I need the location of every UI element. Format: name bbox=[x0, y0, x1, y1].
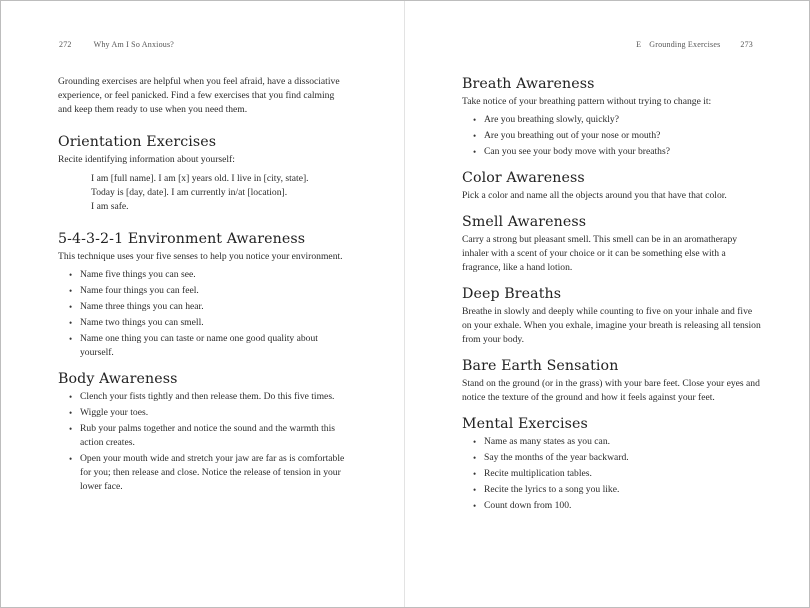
list-item: • Wiggle your toes. bbox=[58, 406, 348, 420]
list-item: • Say the months of the year backward. bbox=[462, 451, 762, 465]
section-color bbox=[462, 169, 762, 203]
left-page-content bbox=[58, 75, 348, 504]
heading-deep-breaths: Deep Breaths bbox=[462, 286, 562, 302]
left-page-number: 272 bbox=[59, 40, 72, 49]
heading-smell: Smell Awareness bbox=[462, 214, 587, 230]
list-item: • Name four things you can feel. bbox=[58, 284, 348, 298]
heading-environment: 5-4-3-2-1 Environment Awareness bbox=[58, 231, 306, 247]
breath-list bbox=[462, 113, 762, 159]
smell-text: Carry a strong but pleasant smell. This smell can be in an aromatherapy inhaler with a scent of your choice or it can be something else with a fragrance, like a hand lotion. bbox=[462, 234, 738, 273]
bare-earth-text: Stand on the ground (or in the grass) with your bare feet. Close your eyes and notice the texture of the ground and how it feels against your feet. bbox=[462, 378, 760, 403]
section-environment bbox=[58, 230, 348, 360]
section-bare-earth bbox=[462, 357, 762, 405]
section-breath bbox=[462, 75, 762, 159]
list-item: • Name two things you can smell. bbox=[58, 316, 348, 330]
color-text: Pick a color and name all the objects around you that have that color. bbox=[462, 190, 727, 201]
orientation-text: Recite identifying information about yourself: bbox=[58, 154, 235, 165]
right-page bbox=[405, 1, 809, 607]
right-running-head bbox=[636, 40, 753, 49]
right-page-number: 273 bbox=[740, 40, 753, 49]
intro-paragraph: Grounding exercises are helpful when you feel afraid, have a dissociative experience, or feel panicked. Find a few exercises that you find calming and keep them ready to use when you need them. bbox=[58, 76, 340, 115]
heading-mental: Mental Exercises bbox=[462, 416, 588, 432]
environment-text: This technique uses your five senses to help you notice your environment. bbox=[58, 251, 343, 262]
heading-color: Color Awareness bbox=[462, 170, 585, 186]
breath-text: Take notice of your breathing pattern without trying to change it: bbox=[462, 96, 712, 107]
recital-line: I am safe. bbox=[91, 201, 129, 212]
right-running-title: Grounding Exercises bbox=[649, 40, 721, 49]
body-list bbox=[58, 390, 348, 494]
environment-list bbox=[58, 268, 348, 360]
list-item: • Recite multiplication tables. bbox=[462, 467, 762, 481]
list-item: • Clench your fists tightly and then release them. Do this five times. bbox=[58, 390, 348, 404]
left-running-head bbox=[59, 40, 174, 49]
heading-orientation: Orientation Exercises bbox=[58, 134, 217, 150]
list-item: • Name three things you can hear. bbox=[58, 300, 348, 314]
left-running-title: Why Am I So Anxious? bbox=[93, 40, 175, 49]
appendix-letter: E bbox=[636, 40, 642, 49]
section-body bbox=[58, 370, 348, 494]
section-orientation bbox=[58, 133, 348, 214]
section-mental bbox=[462, 415, 762, 513]
mental-list bbox=[462, 435, 762, 513]
heading-bare-earth: Bare Earth Sensation bbox=[462, 358, 619, 374]
heading-breath: Breath Awareness bbox=[462, 76, 595, 92]
list-item: • Can you see your body move with your breaths? bbox=[462, 145, 762, 159]
list-item: • Name five things you can see. bbox=[58, 268, 348, 282]
left-page bbox=[1, 1, 405, 607]
list-item: • Count down from 100. bbox=[462, 499, 762, 513]
deep-breaths-text: Breathe in slowly and deeply while counting to five on your inhale and five on your exhale. When you exhale, imagine your breath is releasing all tension from your body. bbox=[462, 306, 761, 345]
list-item: • Open your mouth wide and stretch your jaw are far as is comfortable for you; then release and close. Notice the release of tension in your lower face. bbox=[58, 452, 348, 494]
section-deep-breaths bbox=[462, 285, 762, 347]
list-item: • Recite the lyrics to a song you like. bbox=[462, 483, 762, 497]
list-item: • Are you breathing out of your nose or mouth? bbox=[462, 129, 762, 143]
orientation-recital bbox=[91, 172, 348, 214]
recital-line: I am [full name]. I am [x] years old. I live in [city, state]. bbox=[91, 173, 309, 184]
list-item: • Name as many states as you can. bbox=[462, 435, 762, 449]
section-smell bbox=[462, 213, 762, 275]
heading-body: Body Awareness bbox=[58, 371, 178, 387]
recital-line: Today is [day, date]. I am currently in/at [location]. bbox=[91, 187, 288, 198]
list-item: • Are you breathing slowly, quickly? bbox=[462, 113, 762, 127]
right-page-content bbox=[462, 75, 762, 523]
list-item: • Name one thing you can taste or name one good quality about yourself. bbox=[58, 332, 348, 360]
list-item: • Rub your palms together and notice the sound and the warmth this action creates. bbox=[58, 422, 348, 450]
